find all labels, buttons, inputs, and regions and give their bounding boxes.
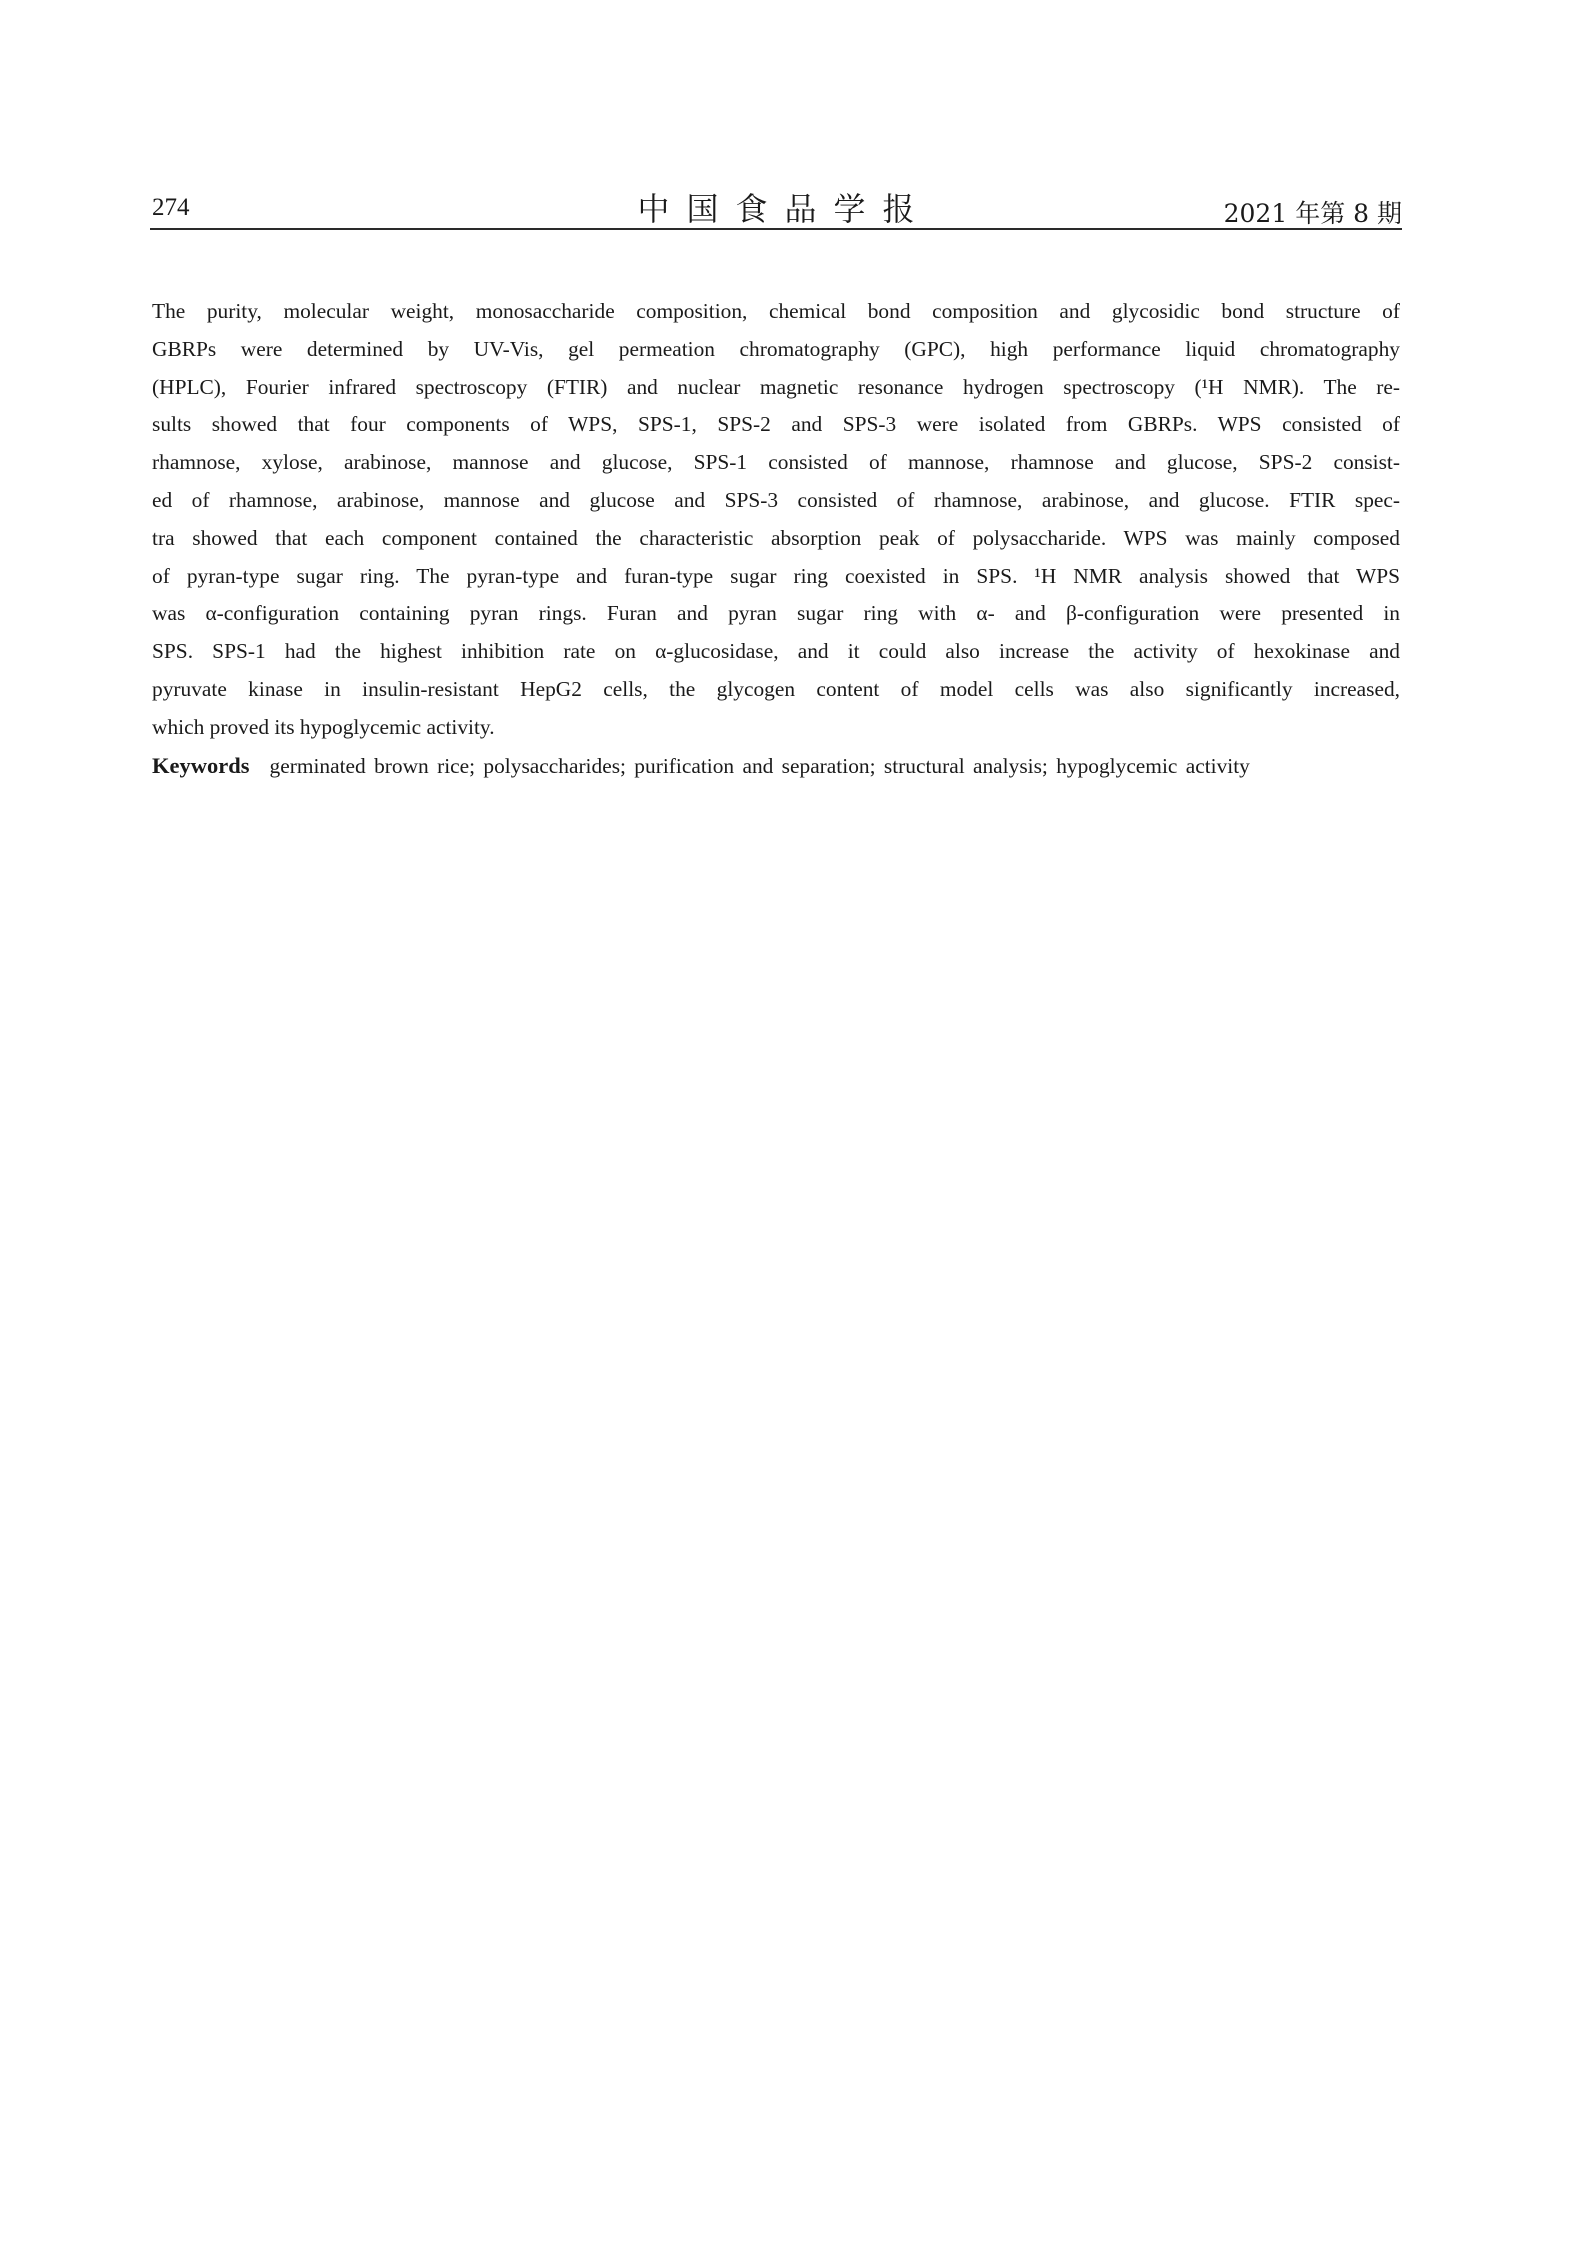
abstract-line: was α-configuration containing pyran rings. Furan and pyran sugar ring with α- and β-configuration were presented in [152,601,1400,626]
abstract-line: SPS. SPS-1 had the highest inhibition rate on α-glucosidase, and it could also increase the activity of hexokinase and [152,639,1400,664]
page-number: 274 [152,194,190,221]
journal-title: 中国食品学报 [637,190,932,228]
abstract-body [152,293,1400,747]
abstract-line: (HPLC), Fourier infrared spectroscopy (FTIR) and nuclear magnetic resonance hydrogen spectroscopy (¹H NMR). The re- [152,374,1400,399]
keywords-block [152,750,1400,782]
abstract-line: ed of rhamnose, arabinose, mannose and glucose and SPS-3 consisted of rhamnose, arabinose, and glucose. FTIR spec- [152,487,1400,512]
keywords-text: germinated brown rice; polysaccharides; purification and separation; structural analysis; hypoglycemic activity [269,754,1250,778]
abstract-line: which proved its hypoglycemic activity. [152,714,495,739]
keywords-label: Keywords [152,753,250,778]
abstract-line: of pyran-type sugar ring. The pyran-type and furan-type sugar ring coexisted in SPS. ¹H NMR analysis showed that WPS [152,563,1400,588]
issue-label: 2021 年第 8 期 [1223,199,1402,228]
abstract-line: sults showed that four components of WPS, SPS-1, SPS-2 and SPS-3 were isolated from GBRPs. WPS consisted of [152,412,1400,437]
abstract-line: pyruvate kinase in insulin-resistant HepG2 cells, the glycogen content of model cells was also significantly increased, [152,676,1400,701]
abstract-line: The purity, molecular weight, monosaccharide composition, chemical bond composition and glycosidic bond structure of [152,299,1400,323]
abstract-line: GBRPs were determined by UV-Vis, gel permeation chromatography (GPC), high performance liquid chromatography [152,336,1400,361]
abstract-line: rhamnose, xylose, arabinose, mannose and glucose, SPS-1 consisted of mannose, rhamnose and glucose, SPS-2 consist- [152,450,1400,475]
abstract-line: tra showed that each component contained the characteristic absorption peak of polysaccharide. WPS was mainly composed [152,525,1400,550]
page-header [150,188,1402,230]
